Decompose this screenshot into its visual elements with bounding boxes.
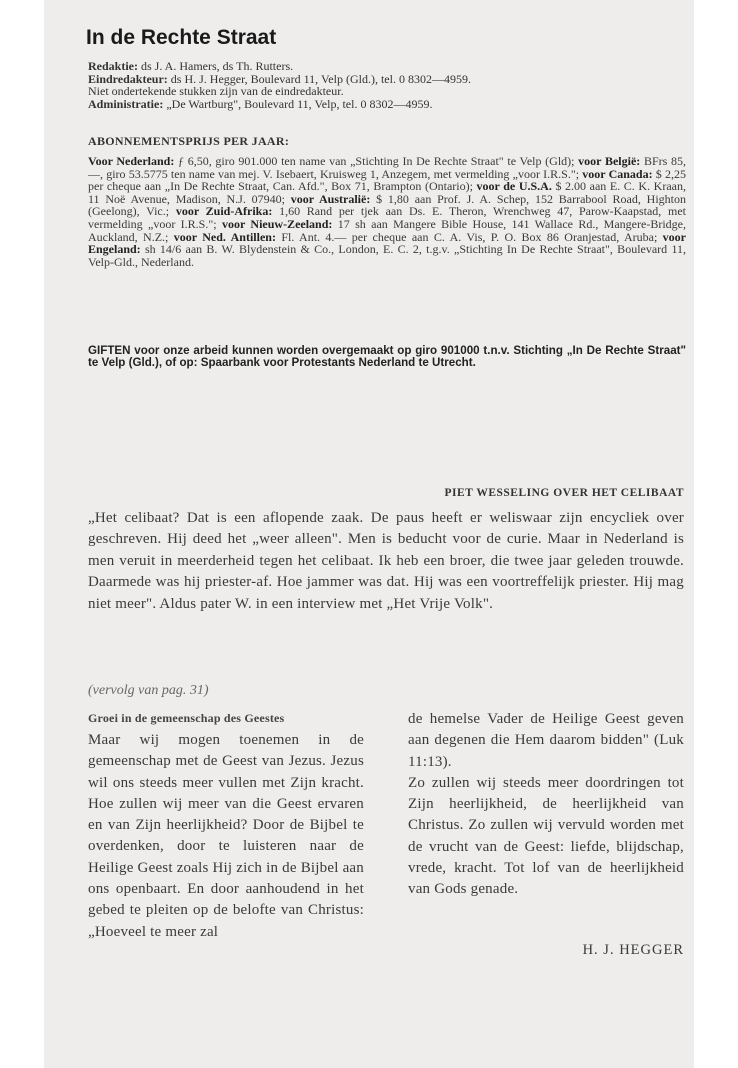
article-column-right bbox=[408, 709, 684, 901]
text-engeland: sh 14/6 aan B. W. Blydenstein & Co., London, E. C. 2, t.g.v. „Stichting In De Rechte Straat", Boulevard 11, Velp-Gld., Nederland. bbox=[88, 242, 686, 269]
abonnement-body bbox=[88, 155, 686, 268]
masthead-title: In de Rechte Straat bbox=[86, 26, 277, 49]
text-nieuw-zeeland: 17 sh aan Mangere Bible House, 141 Wallace Rd., Mangere-Bridge, Auckland, N.Z.; bbox=[88, 216, 686, 244]
text-usa: $ 2.00 aan E. C. K. Kraan, 11 Noë Avenue, Madison, N.J. 07940; bbox=[88, 179, 686, 206]
label-zuid-afrika: voor Zuid-Afrika: bbox=[175, 204, 273, 219]
label-canada: voor Canada: bbox=[582, 166, 653, 181]
niet-ondertekende-line: Niet ondertekende stukken zijn van de eindredakteur. bbox=[88, 84, 344, 98]
text-canada: $ 2,25 per cheque aan „In De Rechte Straat, Can. Afd.", Box 71, Brampton (Ontario); bbox=[88, 166, 686, 194]
eindredakteur-value: ds H. J. Hegger, Boulevard 11, Velp (Gld.), tel. 0 8302—4959. bbox=[167, 71, 471, 86]
masthead-meta bbox=[88, 60, 688, 110]
redaktie-label: Redaktie: bbox=[88, 59, 138, 73]
article-column-left bbox=[88, 711, 364, 943]
label-nieuw-zeeland: voor Nieuw-Zeeland: bbox=[221, 216, 333, 231]
redaktie-value: ds J. A. Hamers, ds Th. Rutters. bbox=[138, 59, 294, 73]
label-belgie: voor België: bbox=[578, 154, 641, 168]
article-right-paragraph-2: Zo zullen wij steeds meer doordringen tot Zijn heerlijkheid, de heerlijkheid van Christus. Zo zullen wij vervuld worden met de vrucht van de Geest: liefde, blijdschap, vrede, kracht. Tot lof van de heerlijkheid van Gods genade. bbox=[408, 774, 684, 898]
label-ned-antillen: voor Ned. Antillen: bbox=[173, 229, 276, 244]
piet-wesseling-quote: „Het celibaat? Dat is een aflopende zaak. De paus heeft er weliswaar zijn encycliek over geschreven. Hij deed het „weer alleen". Men is beducht voor de curie. Maar in Nederland is men veruit in meerderheid tegen het celibaat. Ik heb een broer, die twee jaar geleden trouwde. Daarmede was hij priester-af. Hoe jammer was dat. Hij was een voortreffelijk priester. Hij mag niet meer". Aldus pater W. in een interview met „Het Vrije Volk". bbox=[88, 510, 684, 612]
text-zuid-afrika: 1,60 Rand per tjek aan Ds. E. Theron, Wrenchweg 47, Parow-Kaapstad, met vermelding „voor I.R.S."; bbox=[88, 204, 686, 231]
text-nederland: ƒ 6,50, giro 901.000 ten name van „Stichting In De Rechte Straat" te Velp (Gld); bbox=[174, 154, 579, 168]
label-usa: voor de U.S.A. bbox=[476, 179, 552, 194]
label-australie: voor Australië: bbox=[290, 191, 371, 206]
vervolg-note: (vervolg van pag. 31) bbox=[88, 683, 209, 698]
abonnement-heading: ABONNEMENTSPRIJS PER JAAR: bbox=[88, 134, 290, 148]
administratie-label: Administratie: bbox=[88, 96, 164, 111]
administratie-value: „De Wartburg", Boulevard 11, Velp, tel. 0 8302—4959. bbox=[163, 96, 433, 111]
eindredakteur-label: Eindredakteur: bbox=[88, 71, 168, 86]
article-right-paragraph-1: de hemelse Vader de Heilige Geest geven aan degenen die Hem daarom bidden" (Luk 11:13). bbox=[408, 711, 684, 770]
author-signature: H. J. HEGGER bbox=[582, 942, 684, 958]
article-left-text: Maar wij mogen toenemen in de gemeenschap met de Geest van Jezus. Jezus wil ons steeds meer vullen met Zijn kracht. Hoe zullen wij meer van die Geest ervaren en van Zijn heerlijkheid? Door de Bijbel te overdenken, door te luisteren naar de Heilige Geest zoals Hij zich in de Bijbel aan ons openbaart. En door aanhoudend in het gebed te pleiten op de belofte van Christus: „Hoeveel te meer zal bbox=[88, 732, 364, 940]
administratie-line bbox=[88, 98, 688, 111]
text-australie: $ 1,80 aan Prof. J. A. Schep, 152 Barrabool Road, Highton (Geelong), Vic.; bbox=[88, 191, 686, 219]
text-ned-antillen: Fl. Ant. 4.— per cheque aan C. A. Vis, P. O. Box 86 Oranjestad, Aruba; bbox=[275, 229, 663, 244]
article-subheading: Groei in de gemeenschap des Geestes bbox=[88, 711, 285, 725]
giften-label: GIFTEN bbox=[88, 344, 131, 357]
giften-notice bbox=[88, 345, 686, 370]
text-belgie: BFrs 85,—, giro 53.5775 ten name van mej. V. Isebaert, Kruisweg 1, Anzegem, met vermelding „voor I.R.S."; bbox=[88, 154, 687, 181]
giften-text: voor onze arbeid kunnen worden overgemaakt op giro 901000 t.n.v. Stichting „In De Rechte Straat" te Velp (Gld.), of op: Spaarbank voor Protestants Nederland te Utrecht. bbox=[88, 344, 686, 370]
label-engeland: voor Engeland: bbox=[88, 229, 686, 257]
piet-wesseling-heading: PIET WESSELING OVER HET CELIBAAT bbox=[444, 487, 684, 499]
label-nederland: Voor Nederland: bbox=[88, 154, 175, 168]
